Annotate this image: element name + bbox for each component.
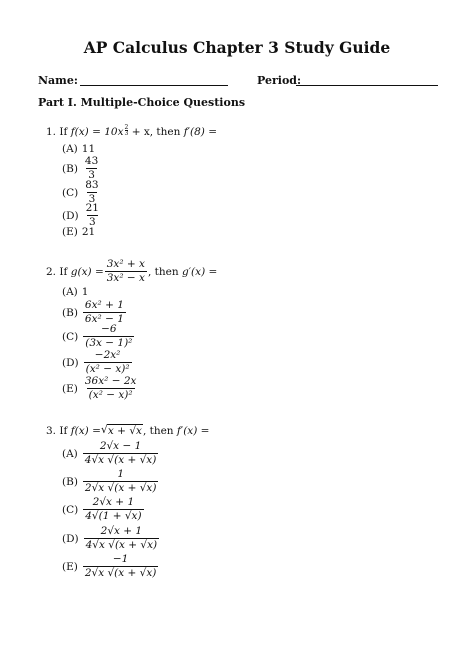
name-label: Name:: [38, 74, 78, 87]
option-fraction: $\frac{43}{3}$: [84, 155, 99, 182]
option-fraction: $\frac{2√x + 1}{4√(1 + √x)}$: [85, 496, 142, 523]
prompt-prefix: If: [59, 424, 68, 437]
question-number: 2.: [46, 265, 57, 278]
q3-option-c[interactable]: [62, 497, 145, 522]
question-1: [46, 125, 217, 138]
function-left: g(x) =: [70, 265, 104, 278]
period-label: Period:: [257, 74, 302, 87]
q3-option-d[interactable]: [62, 526, 160, 551]
option-label: (A): [62, 143, 78, 155]
option-fraction: $\frac{-6}{\text{(3x − 1)²}}$: [85, 323, 133, 350]
option-value: 1: [81, 286, 89, 298]
q1-option-a[interactable]: [62, 143, 95, 155]
function-tail: + x, then: [131, 126, 181, 138]
option-fraction: $\frac{2√x - 1}{4√x √(x + √x)}$: [84, 440, 157, 467]
prompt-prefix: If: [59, 265, 68, 278]
question-2: [46, 259, 217, 284]
question-number: 3.: [46, 424, 57, 437]
question-ask: f′(8) =: [183, 126, 218, 138]
option-value: 21: [81, 226, 96, 238]
option-value: 11: [81, 143, 96, 155]
option-fraction: $\frac{1}{2√x √(x + √x)}$: [84, 468, 157, 495]
radical: √ x + √x: [100, 423, 142, 437]
option-fraction: $\frac{2√x + 1}{4√x √(x + √x)}$: [85, 525, 158, 552]
q2-option-a[interactable]: [62, 286, 88, 298]
option-label: (C): [62, 330, 79, 343]
option-label: (D): [62, 209, 79, 222]
part-heading: Part I. Multiple-Choice Questions: [38, 96, 246, 109]
option-label: (A): [62, 286, 78, 298]
q2-option-b[interactable]: [62, 300, 127, 325]
option-label: (E): [62, 226, 78, 238]
option-fraction: $\frac{\text{6x² + 1}}{\text{6x² − 1}}$: [84, 299, 124, 326]
function-tail: , then: [142, 424, 174, 437]
page-title: AP Calculus Chapter 3 Study Guide: [83, 38, 391, 57]
function-tail: , then: [147, 265, 179, 278]
function-fraction: $\frac{\text{3x² + x}}{\text{3x² − x}}$: [106, 258, 145, 285]
option-fraction: $\frac{\text{−2x²}}{\text{(x² − x)²}}$: [85, 349, 130, 376]
option-label: (D): [62, 532, 79, 545]
function-expression: f(x) = 10x: [70, 126, 124, 138]
question-ask: f′(x) =: [176, 424, 210, 437]
q1-option-d[interactable]: [62, 203, 102, 228]
q3-option-e[interactable]: [62, 554, 159, 579]
option-fraction: $\frac{-1}{2√x √(x + √x)}$: [84, 553, 157, 580]
option-fraction: $\frac{21}{3}$: [85, 202, 99, 229]
option-label: (E): [62, 382, 78, 395]
q3-option-b[interactable]: [62, 469, 159, 494]
q1-option-b[interactable]: [62, 156, 101, 181]
option-label: (B): [62, 306, 78, 319]
name-field-line[interactable]: [80, 85, 228, 86]
question-3: [46, 424, 209, 437]
prompt-prefix: If: [59, 126, 68, 138]
option-label: (D): [62, 356, 79, 369]
option-label: (E): [62, 560, 78, 573]
period-field-line[interactable]: [296, 85, 438, 86]
function-left: f(x) =: [70, 424, 101, 437]
q3-option-a[interactable]: [62, 441, 159, 466]
option-label: (B): [62, 162, 78, 175]
q2-option-e[interactable]: [62, 376, 139, 401]
question-number: 1.: [46, 126, 57, 138]
option-label: (A): [62, 447, 78, 460]
question-ask: g′(x) =: [181, 265, 218, 278]
option-fraction: $\frac{83}{3}$: [85, 179, 99, 206]
option-label: (C): [62, 503, 79, 516]
q2-option-c[interactable]: [62, 324, 135, 349]
option-label: (C): [62, 186, 79, 199]
q1-option-e[interactable]: [62, 226, 95, 238]
option-label: (B): [62, 475, 78, 488]
q2-option-d[interactable]: [62, 350, 133, 375]
option-fraction: $\frac{\text{36x² − 2x}}{\text{(x² − x)²}}$: [84, 375, 137, 402]
exponent-fraction: $\frac{2}{3}$: [124, 124, 129, 138]
